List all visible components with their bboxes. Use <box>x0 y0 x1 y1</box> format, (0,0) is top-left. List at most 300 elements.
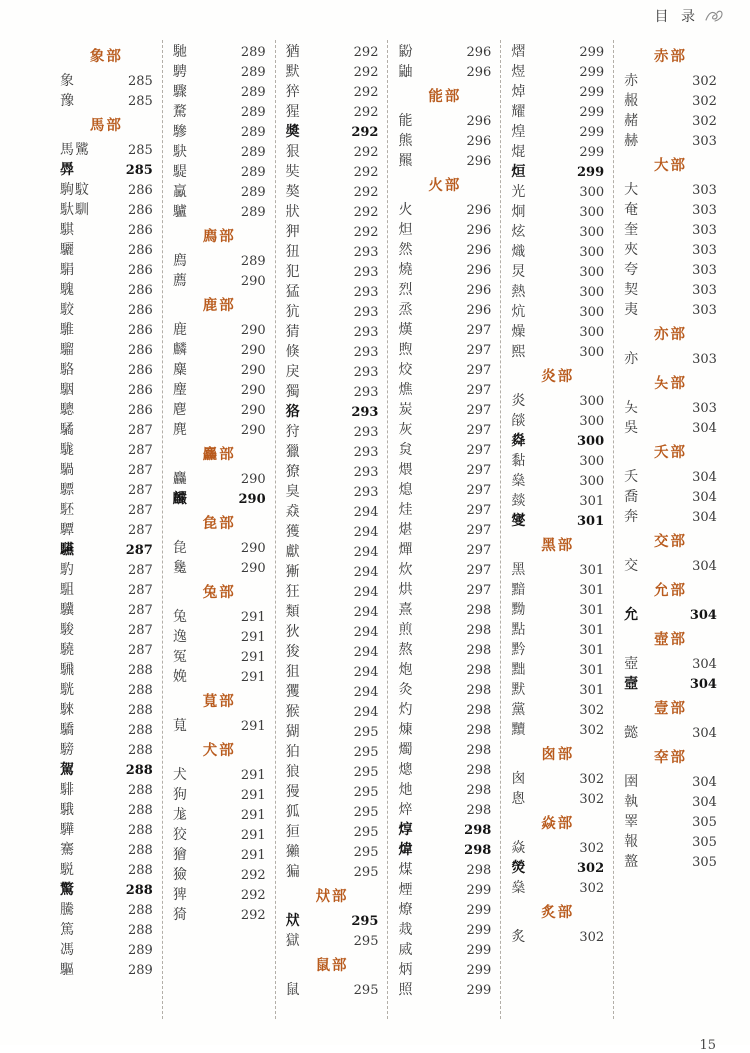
index-entry <box>511 878 604 898</box>
index-entry <box>398 220 491 240</box>
entry-page-number: 303 <box>692 243 717 258</box>
entry-page-number: 291 <box>240 768 266 783</box>
entry-page-number: 287 <box>128 463 153 478</box>
entry-page-number: 287 <box>128 483 153 498</box>
index-entry <box>60 300 153 320</box>
index-entry <box>286 522 379 542</box>
entry-page-number: 295 <box>353 805 379 820</box>
index-entry <box>286 102 379 122</box>
radical-section-header: 火部 <box>428 177 462 194</box>
entry-characters: 黔 <box>511 642 527 658</box>
entry-characters: 狢 <box>285 404 301 420</box>
entry-page-number: 298 <box>464 823 492 838</box>
entry-characters: 熹 <box>398 602 414 618</box>
entry-page-number: 287 <box>128 643 153 658</box>
entry-page-number: 298 <box>466 783 492 798</box>
index-entry <box>173 202 266 222</box>
entry-characters: 狻 <box>285 644 301 660</box>
entry-page-number: 293 <box>353 325 379 340</box>
entry-page-number: 298 <box>466 623 492 638</box>
index-entry <box>398 700 491 720</box>
index-entry <box>173 82 266 102</box>
index-entry <box>624 723 717 743</box>
entry-characters: 倏 <box>285 344 301 360</box>
entry-characters: 奎 <box>624 222 640 238</box>
entry-characters: 麋 <box>172 362 188 378</box>
entry-page-number: 295 <box>353 934 379 949</box>
index-entry <box>398 62 491 82</box>
entry-page-number: 304 <box>692 490 717 505</box>
index-entry <box>398 600 491 620</box>
index-entry <box>398 780 491 800</box>
index-entry <box>511 302 604 322</box>
entry-page-number: 295 <box>353 825 379 840</box>
entry-page-number: 289 <box>240 165 266 180</box>
index-entry <box>286 980 379 1000</box>
entry-characters: 駮 <box>60 302 75 318</box>
entry-page-number: 289 <box>240 105 266 120</box>
index-entry <box>173 785 266 805</box>
entry-page-number: 285 <box>125 163 153 178</box>
entry-page-number: 299 <box>466 883 492 898</box>
entry-characters: 猵 <box>285 864 301 880</box>
entry-characters: 騅 <box>60 322 75 338</box>
index-entry <box>624 556 717 576</box>
index-entry <box>60 640 153 660</box>
index-entry <box>173 400 266 420</box>
index-entry <box>60 360 153 380</box>
entry-page-number: 300 <box>579 185 605 200</box>
entry-characters: 燭 <box>398 742 414 758</box>
entry-page-number: 297 <box>466 543 492 558</box>
entry-characters: 盩 <box>624 854 640 870</box>
entry-page-number: 292 <box>353 145 379 160</box>
index-entry <box>511 720 604 740</box>
entry-characters: 狟 <box>285 824 301 840</box>
radical-section-header: 兔部 <box>202 584 236 601</box>
entry-characters: 耀 <box>511 104 527 120</box>
entry-page-number: 296 <box>466 45 492 60</box>
entry-characters: 犺 <box>285 304 301 320</box>
entry-page-number: 292 <box>240 888 266 903</box>
entry-page-number: 296 <box>466 283 492 298</box>
entry-page-number: 305 <box>692 815 717 830</box>
entry-page-number: 286 <box>128 363 153 378</box>
entry-characters: 驢 <box>172 204 188 220</box>
entry-characters: 烝 <box>398 302 414 318</box>
entry-characters: 燒 <box>398 262 414 278</box>
entry-characters: 象 <box>60 73 75 89</box>
index-entry <box>173 825 266 845</box>
entry-page-number: 303 <box>692 303 717 318</box>
index-entry <box>511 769 604 789</box>
index-entry <box>60 820 153 840</box>
entry-characters: 狎 <box>285 224 301 240</box>
entry-page-number: 293 <box>353 285 379 300</box>
index-entry <box>286 542 379 562</box>
entry-characters: 狠 <box>285 144 301 160</box>
entry-characters: 灼 <box>398 702 414 718</box>
entry-page-number: 287 <box>125 543 153 558</box>
index-entry <box>398 360 491 380</box>
entry-characters: 獒 <box>285 184 301 200</box>
entry-characters: 狙 <box>285 664 301 680</box>
entry-characters: 默 <box>285 64 301 80</box>
entry-characters: 亦 <box>624 351 640 367</box>
entry-page-number: 288 <box>128 783 153 798</box>
entry-page-number: 287 <box>128 563 153 578</box>
index-entry <box>398 740 491 760</box>
entry-page-number: 292 <box>353 165 379 180</box>
entry-page-number: 294 <box>353 705 379 720</box>
entry-page-number: 289 <box>240 185 266 200</box>
entry-characters: 燅 <box>511 493 527 509</box>
entry-page-number: 302 <box>692 74 717 89</box>
entry-characters: 燀 <box>398 542 414 558</box>
entry-characters: 黏 <box>511 453 527 469</box>
index-column-4 <box>388 40 501 1019</box>
entry-page-number: 304 <box>689 608 717 623</box>
index-entry <box>398 820 491 840</box>
entry-page-number: 303 <box>692 401 717 416</box>
entry-characters: 報 <box>624 834 640 850</box>
entry-characters: 狂 <box>285 584 301 600</box>
entry-characters: 夷 <box>624 302 640 318</box>
entry-page-number: 298 <box>464 843 492 858</box>
entry-page-number: 296 <box>466 303 492 318</box>
index-entry <box>173 845 266 865</box>
entry-characters: 炫 <box>511 224 527 240</box>
entry-page-number: 293 <box>353 465 379 480</box>
entry-characters: 獪 <box>172 847 188 863</box>
entry-page-number: 286 <box>128 403 153 418</box>
entry-page-number: 286 <box>128 323 153 338</box>
entry-characters: 燄 <box>511 413 527 429</box>
index-entry <box>286 422 379 442</box>
entry-page-number: 293 <box>351 405 379 420</box>
entry-characters: 駒馼 <box>60 182 90 198</box>
index-entry <box>286 822 379 842</box>
entry-page-number: 303 <box>692 352 717 367</box>
entry-page-number: 288 <box>128 703 153 718</box>
index-entry <box>511 42 604 62</box>
index-entry <box>398 480 491 500</box>
index-entry <box>60 480 153 500</box>
entry-characters: 騋 <box>60 702 75 718</box>
index-entry <box>173 102 266 122</box>
entry-page-number: 287 <box>128 603 153 618</box>
index-entry <box>60 920 153 940</box>
entry-page-number: 297 <box>466 323 492 338</box>
index-entry <box>624 398 717 418</box>
entry-characters: 炅 <box>511 264 527 280</box>
entry-page-number: 299 <box>579 145 605 160</box>
index-entry <box>624 91 717 111</box>
entry-page-number: 301 <box>579 683 605 698</box>
entry-characters: 熊 <box>398 133 414 149</box>
entry-page-number: 297 <box>466 583 492 598</box>
index-entry <box>60 740 153 760</box>
radical-section-header: 犬部 <box>202 742 236 759</box>
index-entry <box>60 860 153 880</box>
entry-page-number: 288 <box>128 923 153 938</box>
entry-page-number: 286 <box>128 303 153 318</box>
entry-page-number: 291 <box>240 719 266 734</box>
entry-page-number: 297 <box>466 483 492 498</box>
entry-characters: 煉 <box>398 722 414 738</box>
entry-page-number: 294 <box>353 525 379 540</box>
entry-characters: 羆 <box>398 153 414 169</box>
entry-page-number: 289 <box>240 254 266 269</box>
entry-characters: 圉 <box>624 774 640 790</box>
entry-page-number: 297 <box>466 343 492 358</box>
index-entry <box>60 720 153 740</box>
entry-page-number: 294 <box>353 585 379 600</box>
index-entry <box>60 880 153 900</box>
entry-page-number: 300 <box>579 454 605 469</box>
entry-page-number: 293 <box>353 245 379 260</box>
entry-characters: 煁 <box>398 522 414 538</box>
entry-characters: 駾 <box>60 862 75 878</box>
index-entry <box>511 242 604 262</box>
entry-characters: 猴 <box>285 704 301 720</box>
index-entry <box>511 122 604 142</box>
index-entry <box>286 82 379 102</box>
entry-characters: 燊 <box>511 880 527 896</box>
index-entry <box>286 582 379 602</box>
radical-section-header: 炙部 <box>541 904 575 921</box>
entry-page-number: 296 <box>466 65 492 80</box>
index-entry <box>173 805 266 825</box>
index-entry <box>624 200 717 220</box>
index-entry <box>398 520 491 540</box>
entry-page-number: 291 <box>240 650 266 665</box>
entry-page-number: 304 <box>692 775 717 790</box>
index-entry <box>173 142 266 162</box>
index-entry <box>286 162 379 182</box>
entry-characters: 熙 <box>511 344 527 360</box>
entry-page-number: 295 <box>353 725 379 740</box>
index-entry <box>60 520 153 540</box>
index-entry <box>511 838 604 858</box>
index-entry <box>398 960 491 980</box>
entry-page-number: 305 <box>692 855 717 870</box>
entry-characters: 夾 <box>624 242 640 258</box>
entry-characters: 大 <box>624 182 640 198</box>
index-column-3 <box>276 40 389 1019</box>
radical-section-header: 象部 <box>89 48 123 65</box>
entry-characters: 狐 <box>285 804 301 820</box>
index-entry <box>286 62 379 82</box>
index-entry <box>398 760 491 780</box>
entry-page-number: 289 <box>240 205 266 220</box>
entry-characters: 熄 <box>398 482 414 498</box>
index-entry <box>60 460 153 480</box>
radical-section-header: 能部 <box>428 88 462 105</box>
index-entry <box>398 131 491 151</box>
entry-page-number: 298 <box>466 763 492 778</box>
entry-characters: 麟 <box>172 342 188 358</box>
radical-section-header: 炎部 <box>541 368 575 385</box>
entry-characters: 烖 <box>398 922 414 938</box>
entry-page-number: 290 <box>238 492 266 507</box>
index-entry <box>511 927 604 947</box>
entry-characters: 喬 <box>624 489 640 505</box>
entry-characters: 壼 <box>624 676 640 692</box>
entry-page-number: 287 <box>128 423 153 438</box>
entry-page-number: 301 <box>579 663 605 678</box>
index-entry <box>60 600 153 620</box>
entry-page-number: 304 <box>692 795 717 810</box>
entry-characters: 駃 <box>172 144 188 160</box>
entry-characters: 騏 <box>60 222 75 238</box>
entry-page-number: 292 <box>353 105 379 120</box>
entry-characters: 麤 <box>172 471 188 487</box>
index-entry <box>624 654 717 674</box>
entry-page-number: 295 <box>353 785 379 800</box>
index-entry <box>173 420 266 440</box>
entry-characters: 能 <box>398 113 414 129</box>
entry-page-number: 304 <box>692 421 717 436</box>
entry-page-number: 299 <box>466 943 492 958</box>
index-entry <box>511 182 604 202</box>
entry-page-number: 299 <box>466 903 492 918</box>
entry-page-number: 288 <box>128 803 153 818</box>
index-entry <box>398 420 491 440</box>
entry-page-number: 299 <box>579 85 605 100</box>
entry-page-number: 287 <box>128 503 153 518</box>
entry-page-number: 304 <box>692 726 717 741</box>
entry-characters: 獨 <box>285 384 301 400</box>
radical-section-header: 焱部 <box>541 815 575 832</box>
index-entry <box>60 580 153 600</box>
index-entry <box>60 900 153 920</box>
index-entry <box>398 920 491 940</box>
index-entry <box>286 931 379 951</box>
entry-page-number: 302 <box>579 772 605 787</box>
index-entry <box>60 760 153 780</box>
index-entry <box>173 667 266 687</box>
index-entry <box>398 240 491 260</box>
entry-page-number: 295 <box>351 914 379 929</box>
entry-characters: 炱 <box>398 442 414 458</box>
index-entry <box>286 42 379 62</box>
entry-characters: 麣 <box>172 491 188 507</box>
entry-page-number: 304 <box>692 559 717 574</box>
entry-page-number: 300 <box>579 305 605 320</box>
index-entry <box>286 202 379 222</box>
index-entry <box>173 865 266 885</box>
entry-page-number: 286 <box>128 223 153 238</box>
entry-characters: 類 <box>285 604 301 620</box>
index-entry <box>60 380 153 400</box>
entry-characters: 猝 <box>285 84 301 100</box>
entry-page-number: 300 <box>579 285 605 300</box>
index-entry <box>624 240 717 260</box>
index-entry <box>624 772 717 792</box>
index-entry <box>398 620 491 640</box>
index-column-2 <box>163 40 276 1019</box>
entry-characters: 熬 <box>398 642 414 658</box>
entry-page-number: 301 <box>579 563 605 578</box>
index-entry <box>286 122 379 142</box>
entry-page-number: 304 <box>689 677 717 692</box>
entry-characters: 燥 <box>511 324 527 340</box>
radical-section-header: 亦部 <box>654 326 688 343</box>
index-entry <box>286 342 379 362</box>
entry-page-number: 287 <box>128 523 153 538</box>
index-entry <box>511 322 604 342</box>
index-entry <box>286 442 379 462</box>
entry-characters: 獺 <box>285 844 301 860</box>
entry-characters: 駹 <box>60 442 75 458</box>
index-entry <box>60 940 153 960</box>
index-entry <box>624 280 717 300</box>
entry-characters: 臭 <box>285 484 301 500</box>
entry-characters: 黜 <box>511 662 527 678</box>
entry-characters: 默 <box>511 682 527 698</box>
entry-characters: 燋 <box>398 382 414 398</box>
entry-characters: 驃 <box>60 482 75 498</box>
entry-characters: 燮 <box>511 513 527 529</box>
entry-page-number: 299 <box>579 105 605 120</box>
entry-characters: 炊 <box>398 562 414 578</box>
entry-characters: 烘 <box>398 582 414 598</box>
entry-page-number: 292 <box>240 908 266 923</box>
entry-page-number: 294 <box>353 545 379 560</box>
index-entry <box>286 562 379 582</box>
entry-page-number: 288 <box>128 723 153 738</box>
index-entry <box>286 702 379 722</box>
index-entry <box>624 487 717 507</box>
index-entry <box>511 660 604 680</box>
index-entry <box>286 382 379 402</box>
index-entry <box>624 111 717 131</box>
entry-characters: 炯 <box>511 204 527 220</box>
entry-characters: 騑 <box>60 782 75 798</box>
entry-characters: 狩 <box>285 424 301 440</box>
entry-page-number: 293 <box>353 425 379 440</box>
index-entry <box>60 91 153 111</box>
entry-characters: 焠 <box>398 802 414 818</box>
index-entry <box>511 411 604 431</box>
entry-characters: 烕 <box>398 942 414 958</box>
entry-characters: 執 <box>624 794 640 810</box>
entry-characters: 驘 <box>172 184 188 200</box>
entry-characters: 獄 <box>285 933 301 949</box>
index-columns <box>50 40 726 1019</box>
entry-characters: 麈 <box>172 382 188 398</box>
entry-page-number: 298 <box>466 683 492 698</box>
radical-section-header: 廌部 <box>202 228 236 245</box>
entry-page-number: 295 <box>353 745 379 760</box>
index-entry <box>60 560 153 580</box>
entry-characters: 猛 <box>285 284 301 300</box>
entry-page-number: 287 <box>128 583 153 598</box>
entry-characters: 熱 <box>511 284 527 300</box>
entry-page-number: 295 <box>353 983 379 998</box>
entry-page-number: 295 <box>353 845 379 860</box>
radical-section-header: 黑部 <box>541 537 575 554</box>
entry-page-number: 294 <box>353 645 379 660</box>
index-entry <box>60 260 153 280</box>
index-entry <box>624 349 717 369</box>
index-entry <box>398 560 491 580</box>
index-entry <box>511 342 604 362</box>
entry-page-number: 289 <box>128 963 153 978</box>
index-entry <box>60 320 153 340</box>
entry-page-number: 305 <box>692 835 717 850</box>
